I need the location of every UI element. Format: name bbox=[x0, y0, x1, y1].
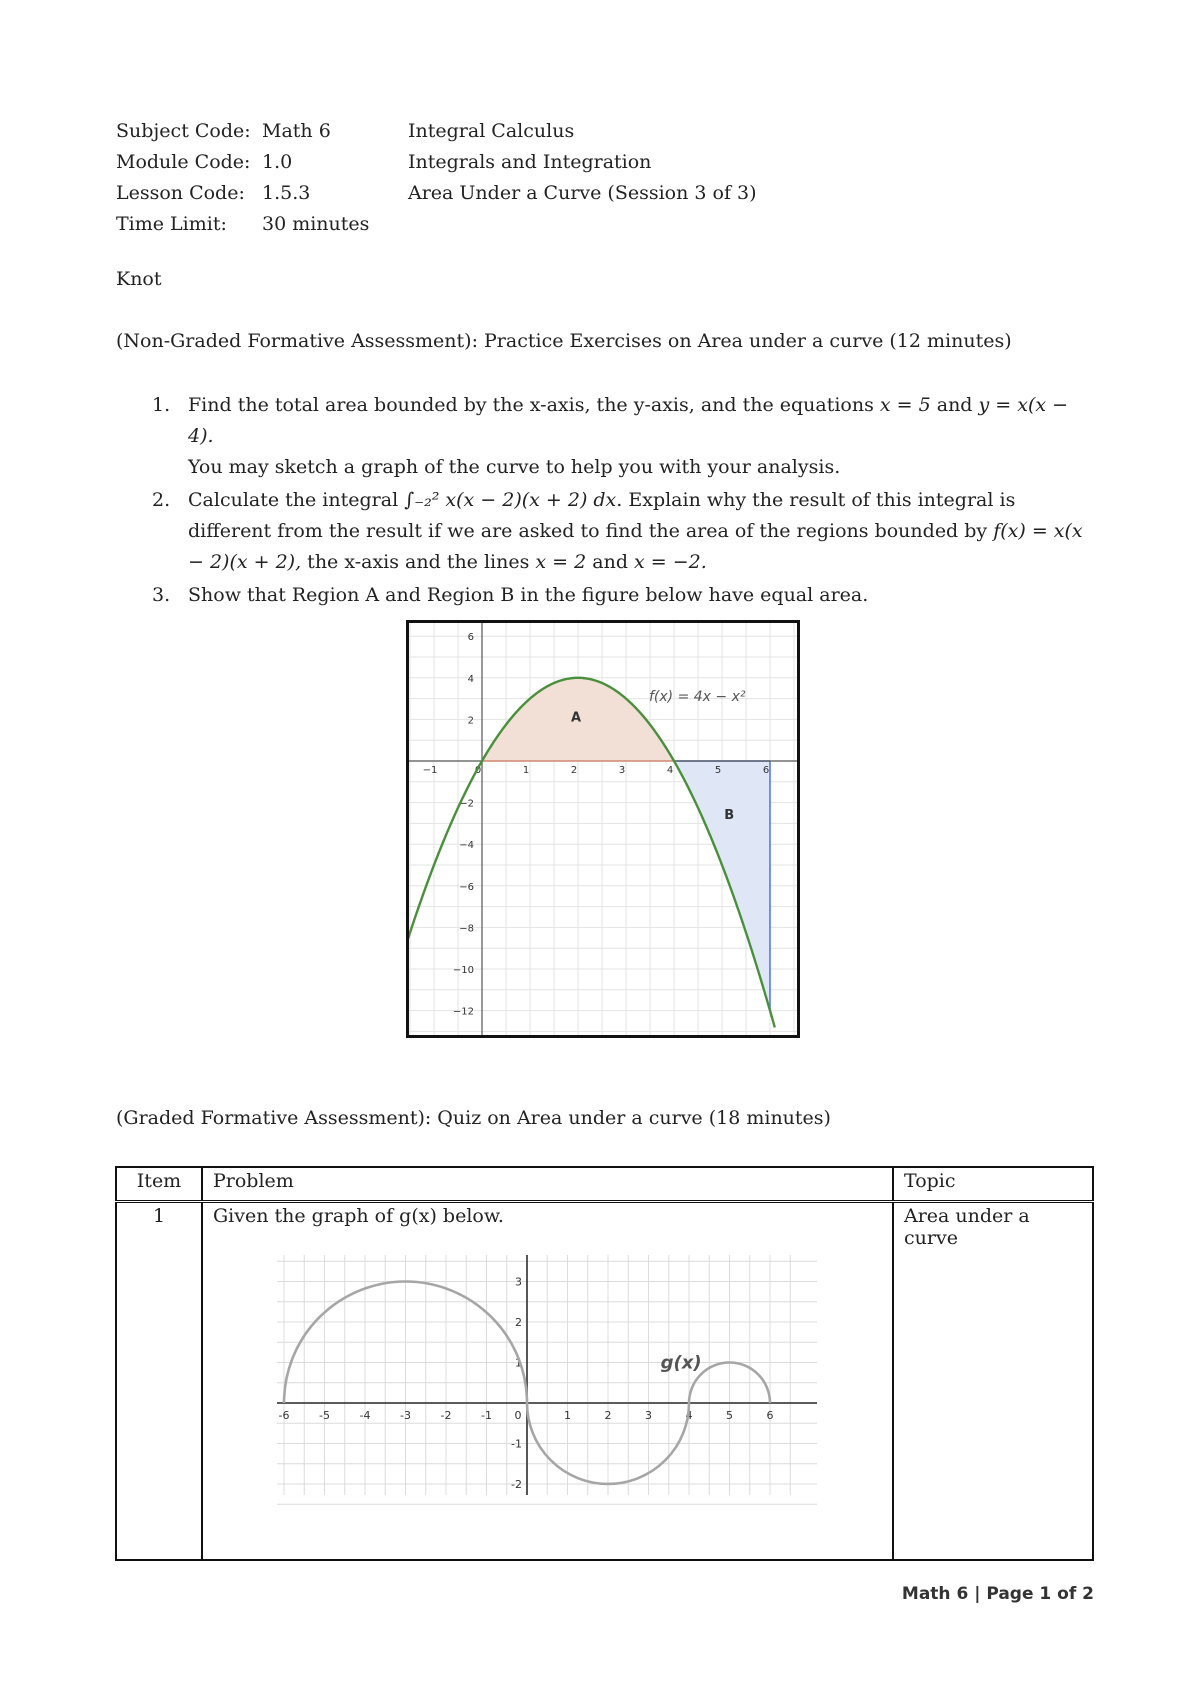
parabola-figure bbox=[406, 620, 800, 1038]
exercise-text: the x-axis and the lines bbox=[301, 551, 536, 573]
x-tick-label: 0 bbox=[474, 765, 482, 776]
y-tick-label: 6 bbox=[467, 632, 474, 644]
exercise-list bbox=[116, 390, 1086, 611]
problem-text: Given the graph of g(x) below. bbox=[213, 1205, 504, 1227]
y-tick-label: -2 bbox=[511, 1478, 522, 1491]
math-expression: ∫₋₂² x(x − 2)(x + 2) dx bbox=[404, 489, 617, 511]
x-tick-label: 5 bbox=[714, 765, 722, 776]
exercise-item bbox=[116, 580, 1086, 611]
header-label: Subject Code: bbox=[116, 120, 251, 142]
column-header-item: Item bbox=[116, 1167, 202, 1202]
y-tick-label: 4 bbox=[467, 673, 474, 685]
x-tick-label: 5 bbox=[726, 1409, 733, 1422]
topic-cell: Area under a curve bbox=[893, 1202, 1093, 1561]
region-b-label: B bbox=[724, 808, 735, 824]
x-tick-label: 0 bbox=[514, 1409, 522, 1422]
y-tick-label: −4 bbox=[459, 840, 474, 852]
header-desc: Integrals and Integration bbox=[408, 151, 652, 173]
header-label: Lesson Code: bbox=[116, 182, 245, 204]
header-value: 30 minutes bbox=[262, 213, 370, 235]
table-header-row bbox=[116, 1167, 1093, 1202]
lesson-header bbox=[116, 116, 757, 240]
math-expression: y = x(x − 4). bbox=[188, 394, 1069, 447]
region-a-label: A bbox=[570, 710, 582, 726]
gx-graph bbox=[277, 1255, 817, 1517]
header-row-module bbox=[116, 147, 757, 178]
x-tick-label: -2 bbox=[440, 1409, 452, 1422]
exercise-text: and bbox=[586, 551, 635, 573]
knot-label: Knot bbox=[116, 268, 162, 290]
y-tick-label: −2 bbox=[459, 798, 474, 810]
header-label: Time Limit: bbox=[116, 213, 227, 235]
exercise-text: Show that Region A and Region B in the figure below have equal area. bbox=[188, 584, 869, 606]
header-desc: Integral Calculus bbox=[408, 120, 575, 142]
header-row-time bbox=[116, 209, 757, 240]
x-tick-label: 4 bbox=[666, 765, 674, 776]
x-tick-label: -6 bbox=[278, 1409, 290, 1422]
exercise-text: . Explain why the result of this integral is different from the result if we are asked to find the area of the regions bounded by bbox=[188, 489, 1016, 542]
parabola-graph bbox=[409, 623, 797, 1035]
table-row bbox=[116, 1202, 1093, 1561]
x-tick-label: −1 bbox=[422, 765, 438, 776]
y-tick-label: -1 bbox=[511, 1437, 522, 1451]
exercise-text: Calculate the integral bbox=[188, 489, 405, 511]
column-header-topic: Topic bbox=[893, 1167, 1093, 1202]
x-tick-label: -1 bbox=[481, 1409, 492, 1422]
y-tick-label: 3 bbox=[515, 1275, 522, 1289]
exercise-number: 1. bbox=[152, 394, 171, 416]
exercise-item bbox=[116, 485, 1086, 578]
exercise-number: 2. bbox=[152, 489, 171, 511]
math-expression: x = −2. bbox=[634, 551, 707, 573]
x-tick-label: 2 bbox=[604, 1409, 612, 1422]
header-row-lesson bbox=[116, 178, 757, 209]
x-tick-label: 6 bbox=[766, 1409, 774, 1422]
exercise-number: 3. bbox=[152, 584, 171, 606]
quiz-table bbox=[115, 1166, 1094, 1561]
graded-title: (Graded Formative Assessment): Quiz on Area under a curve (18 minutes) bbox=[116, 1107, 831, 1129]
non-graded-title: (Non-Graded Formative Assessment): Practice Exercises on Area under a curve (12 minutes) bbox=[116, 330, 1012, 352]
gx-label: g(x) bbox=[660, 1352, 702, 1374]
y-tick-label: 2 bbox=[515, 1316, 522, 1329]
math-expression: x = 5 bbox=[879, 394, 931, 416]
column-header-problem: Problem bbox=[202, 1167, 893, 1202]
y-tick-label: −6 bbox=[459, 881, 474, 893]
x-tick-label: 6 bbox=[762, 765, 770, 776]
x-tick-label: -5 bbox=[319, 1409, 330, 1422]
header-value: 1.0 bbox=[262, 151, 293, 173]
problem-cell bbox=[202, 1202, 893, 1561]
exercise-item bbox=[116, 390, 1086, 483]
function-label: f(x) = 4x − x² bbox=[649, 689, 746, 705]
y-tick-label: −12 bbox=[452, 1006, 474, 1018]
header-label: Module Code: bbox=[116, 151, 251, 173]
x-tick-label: 3 bbox=[645, 1409, 652, 1422]
x-tick-label: 1 bbox=[564, 1409, 571, 1422]
exercise-text: Find the total area bounded by the x-axis, the y-axis, and the equations bbox=[188, 394, 880, 416]
y-tick-label: 2 bbox=[467, 715, 474, 727]
y-tick-label: −8 bbox=[459, 923, 474, 935]
y-tick-label: 1 bbox=[515, 1356, 522, 1370]
header-desc: Area Under a Curve (Session 3 of 3) bbox=[408, 182, 757, 204]
x-tick-label: 1 bbox=[522, 765, 530, 776]
page-footer: Math 6 | Page 1 of 2 bbox=[901, 1584, 1094, 1604]
y-tick-label: −10 bbox=[452, 965, 474, 976]
exercise-text: You may sketch a graph of the curve to help you with your analysis. bbox=[188, 456, 841, 478]
math-expression: x = 2 bbox=[535, 551, 587, 573]
header-row-subject bbox=[116, 116, 757, 147]
x-tick-label: -4 bbox=[359, 1409, 371, 1422]
exercise-text: and bbox=[930, 394, 979, 416]
x-tick-label: 4 bbox=[685, 1409, 693, 1422]
item-cell: 1 bbox=[116, 1202, 202, 1561]
math-expression: f(x) = x(x − 2)(x + 2), bbox=[188, 520, 1083, 573]
x-tick-label: 2 bbox=[570, 765, 578, 776]
x-tick-label: -3 bbox=[400, 1409, 411, 1422]
header-value: Math 6 bbox=[262, 120, 331, 142]
header-value: 1.5.3 bbox=[262, 182, 311, 204]
x-tick-label: 3 bbox=[618, 765, 626, 776]
